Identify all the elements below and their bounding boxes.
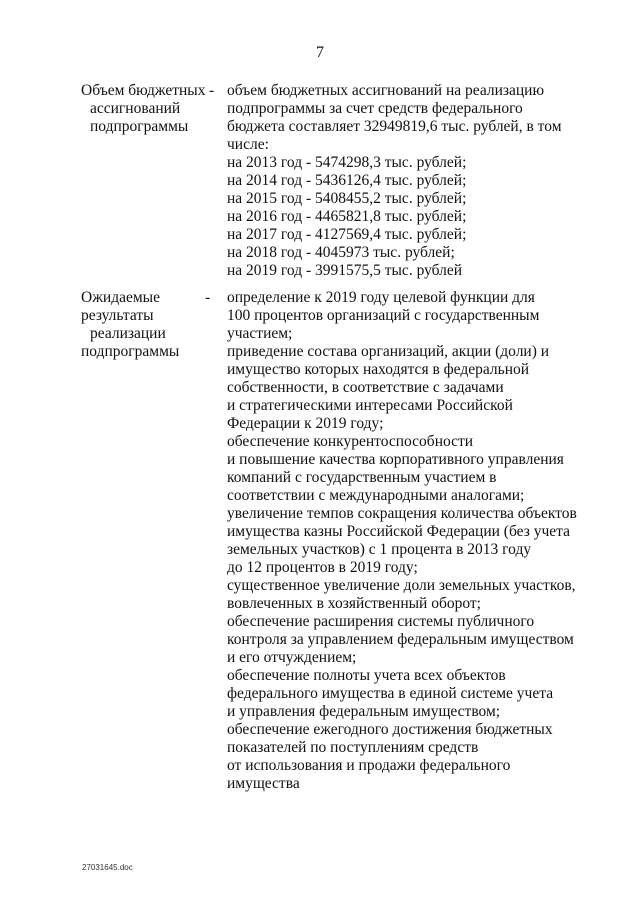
text-line: приведение состава организаций, акции (доли) и: [227, 343, 550, 360]
text-line: на 2019 год - 3991575,5 тыс. рублей: [227, 262, 463, 279]
text-line: обеспечение расширения системы публичного: [227, 613, 535, 630]
budget-label-line: Объем бюджетных: [81, 82, 206, 99]
text-line: числе:: [227, 136, 269, 153]
text-line: контроля за управлением федеральным имуществом: [227, 631, 574, 648]
text-line: и его отчуждением;: [227, 649, 357, 666]
budget-label-line: подпрограммы: [90, 118, 189, 135]
text-line: имущество которых находятся в федеральной: [227, 361, 530, 378]
text-line: подпрограммы за счет средств федерального: [227, 100, 523, 117]
text-line: на 2017 год - 4127569,4 тыс. рублей;: [227, 226, 467, 243]
text-line: обеспечение конкурентоспособности: [227, 433, 474, 450]
text-line: компаний с государственным участием в: [227, 469, 497, 486]
text-line: и стратегическими интересами Российской: [227, 397, 513, 414]
text-line: имущества казны Российской Федерации (без учета: [227, 523, 570, 540]
text-line: Федерации к 2019 году;: [227, 415, 384, 432]
budget-content: [227, 82, 575, 280]
document-code: 27031645.doc: [82, 863, 133, 872]
text-line: 100 процентов организаций с государственным: [227, 307, 540, 324]
text-line: федерального имущества в единой системе учета: [227, 685, 554, 702]
budget-label: [81, 82, 207, 136]
results-label-line: Ожидаемые: [81, 289, 160, 306]
text-line: на 2015 год - 5408455,2 тыс. рублей;: [227, 190, 467, 207]
text-line: на 2013 год - 5474298,3 тыс. рублей;: [227, 154, 467, 171]
page-number: 7: [316, 44, 324, 61]
text-line: увеличение темпов сокращения количества объектов: [227, 505, 577, 522]
text-line: объем бюджетных ассигнований на реализацию: [227, 82, 545, 99]
text-line: соответствии с международными аналогами;: [227, 487, 525, 504]
text-line: определение к 2019 году целевой функции для: [227, 289, 535, 306]
text-line: земельных участков) с 1 процента в 2013 году: [227, 541, 532, 558]
text-line: вовлеченных в хозяйственный оборот;: [227, 595, 481, 612]
results-label-line: результаты: [81, 307, 154, 324]
text-line: на 2014 год - 5436126,4 тыс. рублей;: [227, 172, 467, 189]
text-line: на 2018 год - 4045973 тыс. рублей;: [227, 244, 455, 261]
budget-label-line: ассигнований: [90, 100, 181, 117]
text-line: участием;: [227, 325, 293, 342]
text-line: показателей по поступлениям средств: [227, 739, 479, 756]
text-line: и повышение качества корпоративного управления: [227, 451, 564, 468]
text-line: на 2016 год - 4465821,8 тыс. рублей;: [227, 208, 467, 225]
text-line: до 12 процентов в 2019 году;: [227, 559, 418, 576]
text-line: имущества: [227, 775, 300, 792]
results-label: [81, 289, 207, 361]
text-line: обеспечение полноты учета всех объектов: [227, 667, 506, 684]
results-label-line: подпрограммы: [81, 343, 180, 360]
results-content: [227, 289, 575, 793]
text-line: от использования и продажи федерального: [227, 757, 511, 774]
text-line: собственности, в соответствие с задачами: [227, 379, 504, 396]
text-line: и управления федеральным имуществом;: [227, 703, 501, 720]
results-dash: -: [205, 289, 211, 306]
text-line: обеспечение ежегодного достижения бюджетных: [227, 721, 553, 738]
budget-dash: -: [209, 82, 215, 99]
text-line: существенное увеличение доли земельных участков,: [227, 577, 576, 594]
results-label-line: реализации: [90, 325, 166, 342]
text-line: бюджета составляет 32949819,6 тыс. рублей, в том: [227, 118, 562, 135]
